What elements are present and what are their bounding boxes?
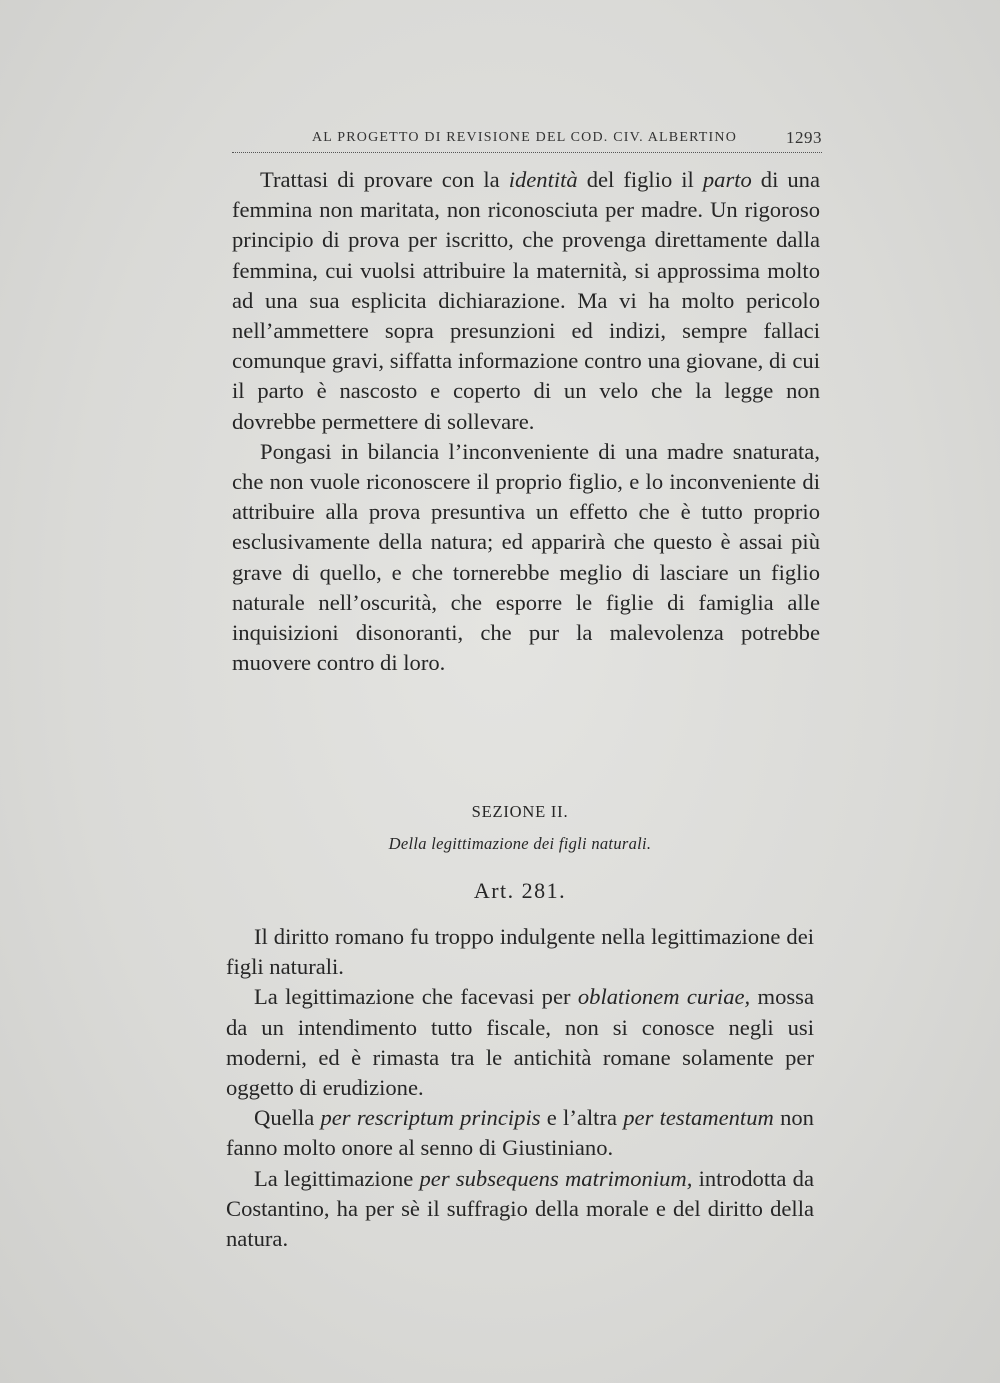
section-subtitle: Della legittimazione dei figli naturali. [388,834,652,853]
article-paragraph-2: La legittimazione che facevasi per oblationem curiae, mossa da un intendimento tutto fiscale, non si conosce negli usi moderni, ed è rimasta tra le antichità romane solamente per oggetto di erudizione. [226,984,814,1101]
article-heading: Art. 281. [473,878,567,903]
section-title: SEZIONE II. [471,802,569,821]
article-paragraph-3: Quella per rescriptum principis e l’altra per testamentum non fanno molto onore al senno di Giustiniano. [226,1105,814,1161]
running-head-title: AL PROGETTO DI REVISIONE DEL COD. CIV. ALBERTINO [312,130,738,145]
page-number: 1293 [786,128,822,147]
text-block-upper [232,165,820,678]
paragraph-2: Pongasi in bilancia l’inconveniente di una madre snaturata, che non vuole riconoscere il proprio figlio, e lo inconveniente di attribuire alla prova presuntiva un effetto che è tutto proprio esclusivamente della natura; ed apparirà che questo è assai più grave di quello, e che tornerebbe meglio di lasciare un figlio naturale nell’oscurità, che esporre le figlie di famiglia alle inquisizioni disonoranti, che pur la malevolenza potrebbe muovere contro di loro. [232,438,820,676]
paragraph-1: Trattasi di provare con la identità del figlio il parto di una femmina non maritata, non riconosciuta per madre. Un rigoroso principio di prova per iscritto, che provenga direttamente dalla femmina, cui vuolsi attribuire la maternità, si approssima molto ad una sua esplicita dichiarazione. Ma vi ha molto pericolo nell’ammettere sopra presunzioni ed indizi, sempre fallaci comunque gravi, siffatta informazione contro una giovane, di cui il parto è nascosto e coperto di un velo che la legge non dovrebbe permettere di sollevare. [232,167,821,434]
text-block-lower [226,922,814,1254]
running-head [232,128,822,152]
article-paragraph-1: Il diritto romano fu troppo indulgente nella legittimazione dei figli naturali. [226,924,814,980]
article-paragraph-4: La legittimazione per subsequens matrimonium, introdotta da Costantino, ha per sè il suffragio della morale e del diritto della natura. [226,1165,814,1252]
header-rule [232,152,822,153]
